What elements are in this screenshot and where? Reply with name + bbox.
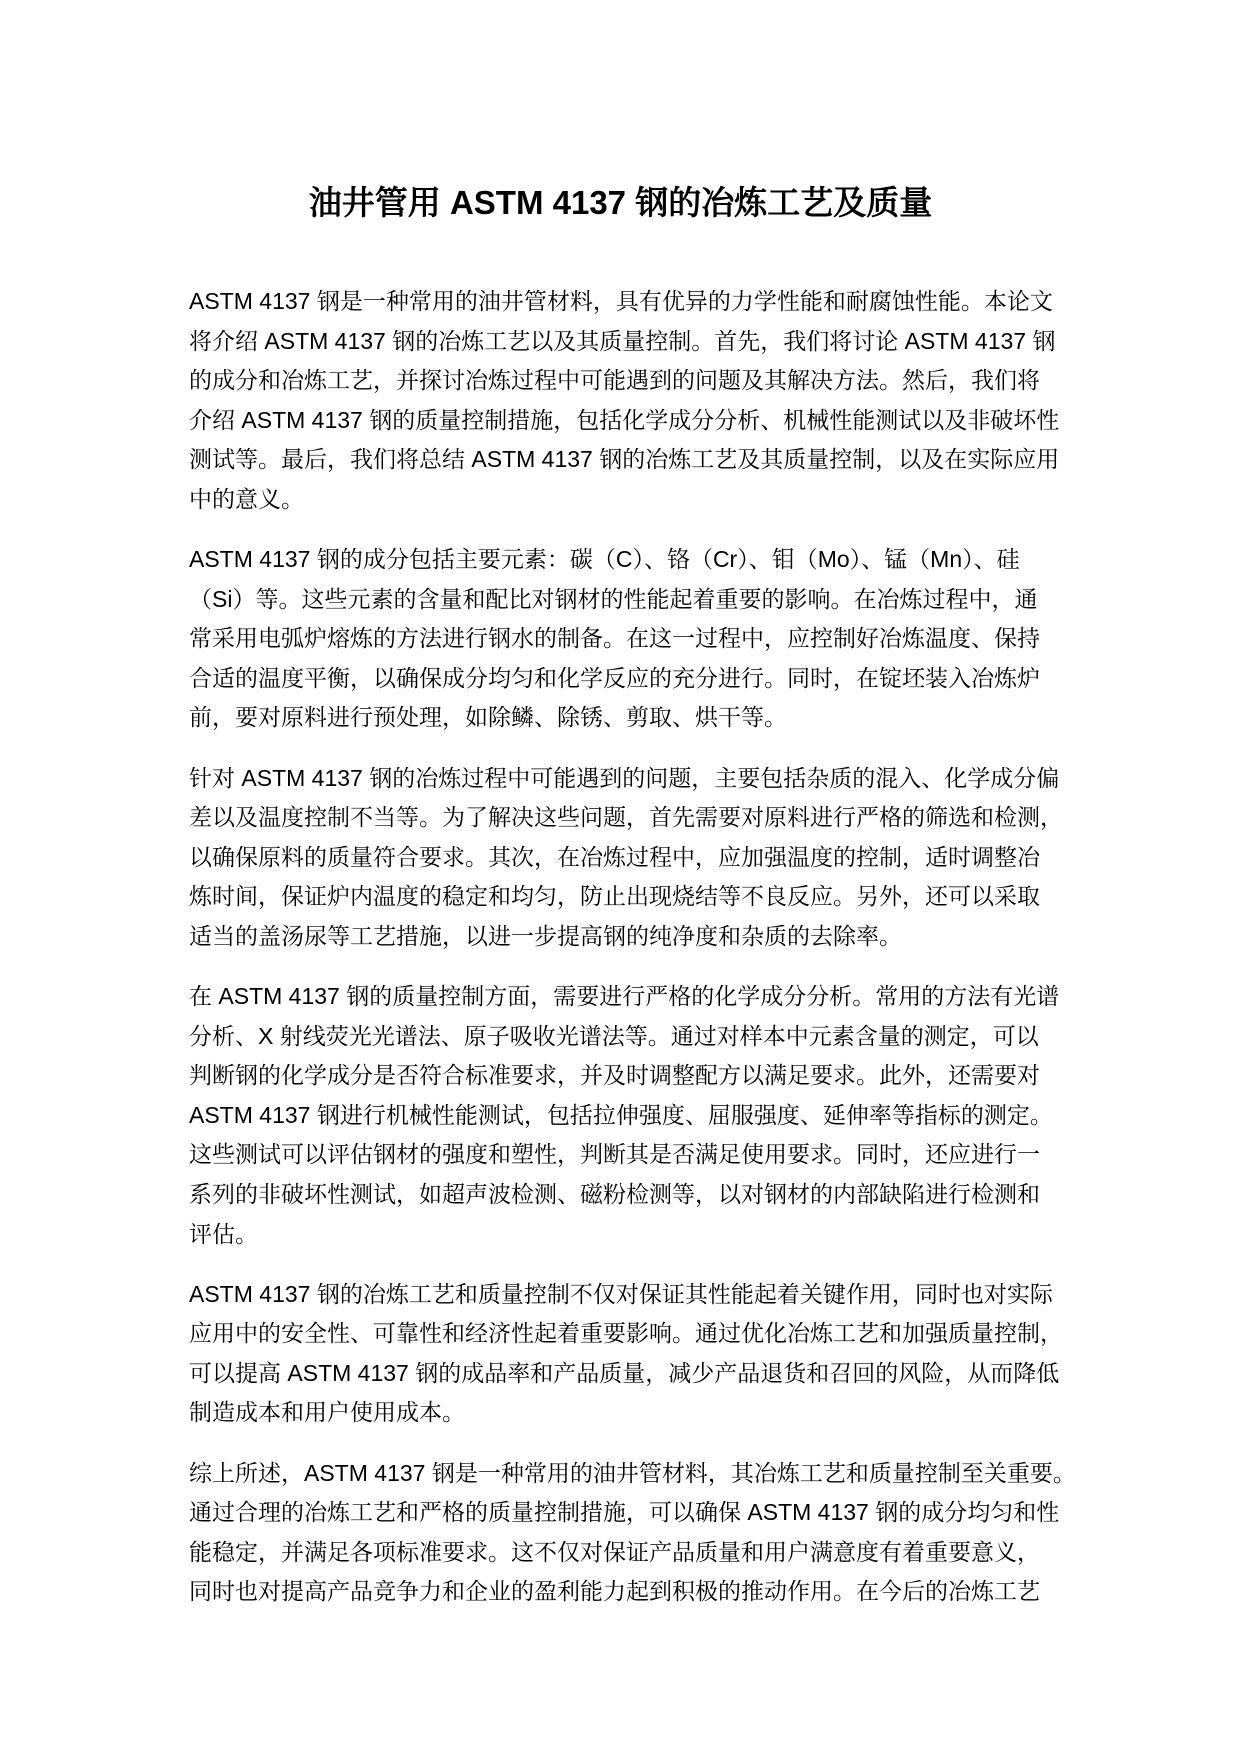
paragraph-line: 介绍 ASTM 4137 钢的质量控制措施，包括化学成分分析、机械性能测试以及非破坏性: [189, 406, 1060, 433]
paragraph-line: 的成分和冶炼工艺，并探讨冶炼过程中可能遇到的问题及其解决方法。然后，我们将: [189, 367, 1040, 394]
paragraph-line: ASTM 4137 钢进行机械性能测试，包括拉伸强度、屈服强度、延伸率等指标的测定。: [189, 1101, 1053, 1128]
paragraph-line: 前，要对原料进行预处理，如除鳞、除锈、剪取、烘干等。: [189, 704, 787, 731]
paragraph-line: 中的意义。: [189, 485, 304, 512]
paragraph-line: 通过合理的冶炼工艺和严格的质量控制措施，可以确保 ASTM 4137 钢的成分均匀和性: [189, 1499, 1060, 1526]
paragraph-line: 系列的非破坏性测试，如超声波检测、磁粉检测等，以对钢材的内部缺陷进行检测和: [189, 1180, 1040, 1207]
paragraph-line: ASTM 4137 钢的成分包括主要元素：碳（C）、铬（Cr）、钼（Mo）、锰（Mn）、硅: [189, 546, 1020, 573]
paragraph-line: 评估。: [189, 1220, 258, 1247]
paragraph-line: 制造成本和用户使用成本。: [189, 1399, 465, 1426]
paragraph-3: [189, 759, 1119, 957]
paragraph-line: （Si）等。这些元素的含量和配比对钢材的性能起着重要的影响。在冶炼过程中，通: [189, 585, 1038, 612]
paragraph-6: [189, 1454, 1119, 1612]
paragraph-line: 综上所述，ASTM 4137 钢是一种常用的油井管材料，其冶炼工艺和质量控制至关重要。: [189, 1459, 1076, 1486]
paragraph-line: 这些测试可以评估钢材的强度和塑性，判断其是否满足使用要求。同时，还应进行一: [189, 1141, 1040, 1168]
paragraph-line: 在 ASTM 4137 钢的质量控制方面，需要进行严格的化学成分分析。常用的方法有光谱: [189, 983, 1060, 1009]
paragraph-line: 判断钢的化学成分是否符合标准要求，并及时调整配方以满足要求。此外，还需要对: [189, 1062, 1040, 1089]
paragraph-line: ASTM 4137 钢的冶炼工艺和质量控制不仅对保证其性能起着关键作用，同时也对实际: [189, 1280, 1053, 1307]
paragraph-line: 针对 ASTM 4137 钢的冶炼过程中可能遇到的问题，主要包括杂质的混入、化学成分偏: [189, 764, 1060, 791]
paragraph-line: 差以及温度控制不当等。为了解决这些问题，首先需要对原料进行严格的筛选和检测，: [189, 804, 1063, 831]
paragraph-line: 将介绍 ASTM 4137 钢的冶炼工艺以及其质量控制。首先，我们将讨论 ASTM 4137 钢: [189, 327, 1056, 354]
paragraph-line: 同时也对提高产品竞争力和企业的盈利能力起到积极的推动作用。在今后的冶炼工艺: [189, 1578, 1040, 1605]
paragraph-line: 可以提高 ASTM 4137 钢的成品率和产品质量，减少产品退货和召回的风险，从而降低: [189, 1359, 1060, 1386]
paragraph-line: 适当的盖汤尿等工艺措施，以进一步提高钢的纯净度和杂质的去除率。: [189, 922, 902, 949]
document-body: [189, 282, 1119, 1632]
paragraph-2: [189, 540, 1119, 738]
paragraph-line: 应用中的安全性、可靠性和经济性起着重要影响。通过优化冶炼工艺和加强质量控制，: [189, 1320, 1063, 1347]
paragraph-1: [189, 282, 1119, 520]
document-title: 油井管用 ASTM 4137 钢的冶炼工艺及质量: [308, 184, 933, 221]
paragraph-5: [189, 1275, 1119, 1433]
paragraph-line: 分析、X 射线荧光光谱法、原子吸收光谱法等。通过对样本中元素含量的测定，可以: [189, 1022, 1039, 1049]
paragraph-4: [189, 977, 1119, 1254]
paragraph-line: 常采用电弧炉熔炼的方法进行钢水的制备。在这一过程中，应控制好冶炼温度、保持: [189, 625, 1040, 652]
paragraph-line: 能稳定，并满足各项标准要求。这不仅对保证产品质量和用户满意度有着重要意义，: [189, 1538, 1040, 1565]
paragraph-line: 合适的温度平衡，以确保成分均匀和化学反应的充分进行。同时，在锭坯装入冶炼炉: [189, 664, 1040, 691]
paragraph-line: 以确保原料的质量符合要求。其次，在冶炼过程中，应加强温度的控制，适时调整冶: [189, 843, 1040, 870]
paragraph-line: ASTM 4137 钢是一种常用的油井管材料，具有优异的力学性能和耐腐蚀性能。本论文: [189, 288, 1053, 314]
paragraph-line: 炼时间，保证炉内温度的稳定和均匀，防止出现烧结等不良反应。另外，还可以采取: [189, 883, 1040, 910]
paragraph-line: 测试等。最后，我们将总结 ASTM 4137 钢的冶炼工艺及其质量控制，以及在实际应用: [189, 446, 1060, 473]
